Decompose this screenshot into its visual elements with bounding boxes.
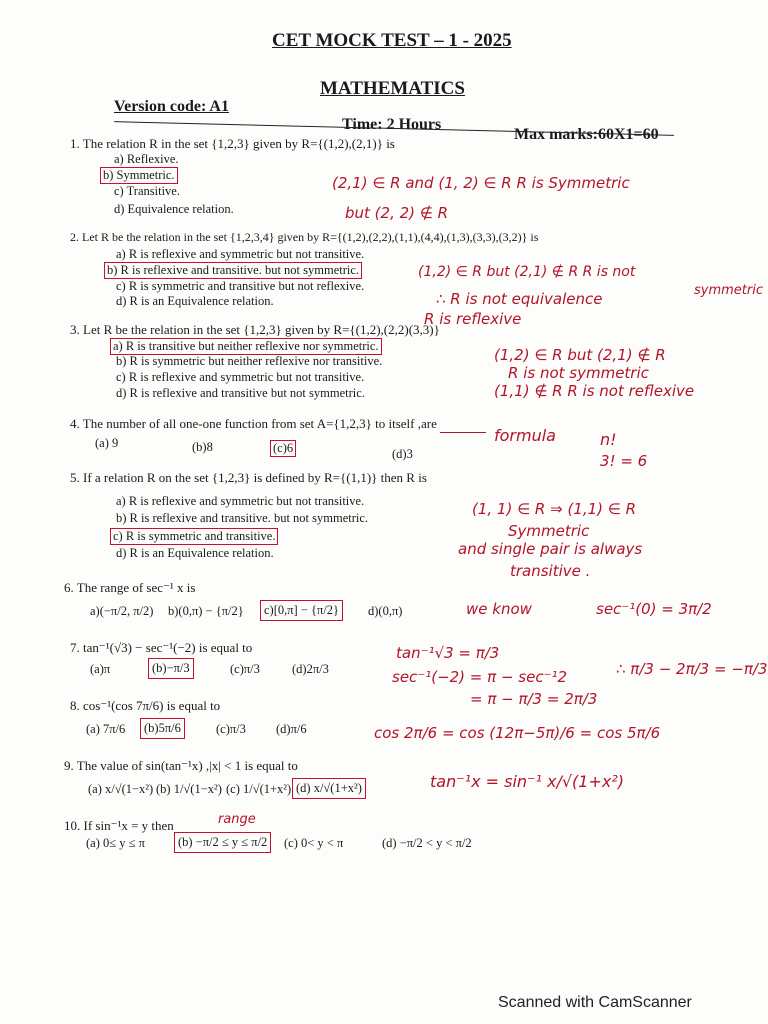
test-title: CET MOCK TEST – 1 - 2025	[272, 30, 512, 51]
q7-note-2: sec⁻¹(−2) = π − sec⁻¹2	[392, 668, 568, 686]
q5-note-4: transitive .	[510, 562, 591, 580]
q10-note-1: range	[218, 812, 256, 827]
max-marks: Max marks:60X1=60	[514, 126, 659, 143]
q7-note-4: ∴ π/3 − 2π/3 = −π/3	[616, 660, 768, 678]
q9-option-a: (a) x/√(1−x²)	[88, 782, 154, 796]
q6-note-1: we know	[466, 600, 532, 618]
q7-option-d: (d)2π/3	[292, 662, 329, 676]
time-label: Time: 2 Hours	[342, 116, 442, 133]
q4-note-1: formula	[494, 426, 556, 445]
question-3-stem: 3. Let R be the relation in the set {1,2,3} given by R={(1,2),(2,2)(3,3)}	[70, 322, 440, 337]
q6-option-a: a)(−π/2, π/2)	[90, 604, 154, 618]
q4-option-d: (d)3	[392, 447, 413, 461]
q9-option-d: (d) x/√(1+x²)	[292, 778, 366, 799]
q2-note-4: R is reflexive	[424, 310, 522, 328]
q5-note-1: (1, 1) ∈ R ⇒ (1,1) ∈ R	[472, 500, 637, 518]
q10-option-a: (a) 0≤ y ≤ π	[86, 836, 145, 850]
q6-option-d: d)(0,π)	[368, 604, 403, 618]
q5-option-d: d) R is an Equivalence relation.	[116, 546, 274, 560]
q6-note-2: sec⁻¹(0) = 3π/2	[596, 600, 712, 618]
q4-note-3: 3! = 6	[600, 452, 648, 470]
question-7-stem: 7. tan⁻¹(√3) − sec⁻¹(−2) is equal to	[70, 640, 253, 655]
scanner-watermark: Scanned with CamScanner	[498, 994, 692, 1011]
question-5-stem: 5. If a relation R on the set {1,2,3} is defined by R={(1,1)} then R is	[70, 470, 427, 485]
q8-option-a: (a) 7π/6	[86, 722, 126, 736]
q4-option-a: (a) 9	[95, 436, 119, 450]
q7-note-1: tan⁻¹√3 = π/3	[396, 644, 500, 662]
q7-note-3: = π − π/3 = 2π/3	[470, 690, 598, 708]
q8-option-c: (c)π/3	[216, 722, 246, 736]
q9-option-c: (c) 1/√(1+x²)	[226, 782, 292, 796]
q1-option-a: a) Reflexive.	[114, 152, 179, 166]
q3-option-a: a) R is transitive but neither reflexive nor symmetric.	[110, 338, 382, 355]
q3-note-2: R is not symmetric	[508, 364, 649, 382]
version-code: Version code: A1	[114, 98, 229, 115]
subject-title: MATHEMATICS	[320, 78, 465, 99]
q3-option-d: d) R is reflexive and transitive but not symmetric.	[116, 386, 365, 400]
q5-option-a: a) R is reflexive and symmetric but not transitive.	[116, 494, 365, 508]
q5-option-b: b) R is reflexive and transitive. but not symmetric.	[116, 511, 369, 525]
q3-option-c: c) R is reflexive and symmetric but not transitive.	[116, 370, 365, 384]
q10-option-d: (d) −π/2 < y < π/2	[382, 836, 472, 850]
q8-option-b: (b)5π/6	[140, 718, 185, 739]
q3-note-1: (1,2) ∈ R but (2,1) ∉ R	[494, 346, 666, 364]
q1-option-d: d) Equivalence relation.	[114, 202, 234, 216]
q2-note-1: (1,2) ∈ R but (2,1) ∉ R R is not	[418, 264, 636, 280]
q1-note-2: but (2, 2) ∉ R	[345, 204, 449, 222]
q5-option-c: c) R is symmetric and transitive.	[110, 528, 278, 545]
q2-option-a: a) R is reflexive and symmetric but not transitive.	[116, 247, 365, 261]
q2-note-2: symmetric	[694, 283, 763, 298]
q4-note-2: n!	[600, 430, 617, 449]
q4-option-c: (c)6	[270, 440, 296, 457]
question-9-stem: 9. The value of sin(tan⁻¹x) ,|x| < 1 is equal to	[64, 758, 298, 773]
question-4-stem: 4. The number of all one-one function from set A={1,2,3} to itself ,are	[70, 416, 437, 431]
question-6-stem: 6. The range of sec⁻¹ x is	[64, 580, 196, 595]
q7-option-b: (b)−π/3	[148, 658, 194, 679]
q5-note-3: and single pair is always	[458, 540, 643, 558]
q6-option-c: c)[0,π] − {π/2}	[260, 600, 343, 621]
q9-note-1: tan⁻¹x = sin⁻¹ x/√(1+x²)	[430, 772, 624, 791]
question-1-stem: 1. The relation R in the set {1,2,3} given by R={(1,2),(2,1)} is	[70, 136, 395, 151]
q9-option-b: (b) 1/√(1−x²)	[156, 782, 222, 796]
q7-option-c: (c)π/3	[230, 662, 260, 676]
question-8-stem: 8. cos⁻¹(cos 7π/6) is equal to	[70, 698, 221, 713]
q2-option-c: c) R is symmetric and transitive but not reflexive.	[116, 279, 365, 293]
q10-option-b: (b) −π/2 ≤ y ≤ π/2	[174, 832, 271, 853]
q6-option-b: b)(0,π) − {π/2}	[168, 604, 244, 618]
question-10-stem: 10. If sin⁻¹x = y then	[64, 818, 174, 833]
q8-option-d: (d)π/6	[276, 722, 307, 736]
q10-option-c: (c) 0< y < π	[284, 836, 344, 850]
q1-note-1: (2,1) ∈ R and (1, 2) ∈ R R is Symmetric	[332, 174, 630, 192]
q1-option-b: b) Symmetric.	[100, 167, 178, 184]
question-2-stem: 2. Let R be the relation in the set {1,2,3,4} given by R={(1,2),(2,2),(1,1),(4,4),(1,3),(3,3),(3,2)} is	[70, 230, 539, 244]
q5-note-2: Symmetric	[508, 522, 590, 540]
q4-option-b: (b)8	[192, 440, 213, 454]
q8-note-1: cos 2π/6 = cos (12π−5π)/6 = cos 5π/6	[374, 724, 661, 742]
q3-note-3: (1,1) ∉ R R is not reflexive	[494, 382, 695, 400]
q3-option-b: b) R is symmetric but neither reflexive nor transitive.	[116, 354, 383, 368]
q2-option-b: b) R is reflexive and transitive. but not symmetric.	[104, 262, 362, 279]
q1-option-c: c) Transitive.	[114, 184, 180, 198]
q4-arrow	[440, 432, 486, 433]
q2-note-3: ∴ R is not equivalence	[436, 290, 603, 308]
q7-option-a: (a)π	[90, 662, 111, 676]
q2-option-d: d) R is an Equivalence relation.	[116, 294, 274, 308]
